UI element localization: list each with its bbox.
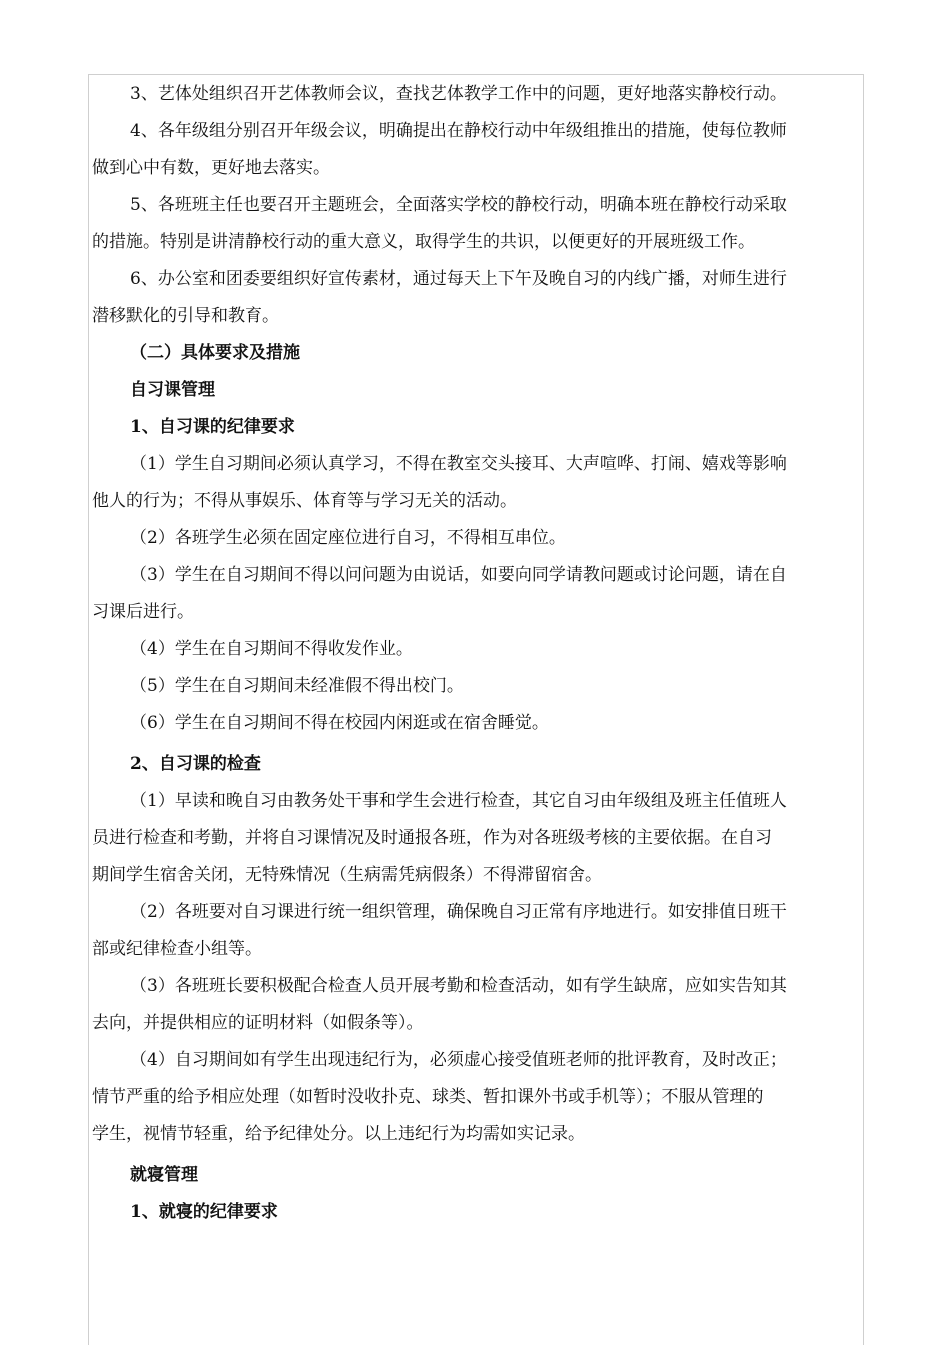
- paragraph-line: （2）各班学生必须在固定座位进行自习，不得相互串位。: [130, 528, 566, 548]
- subsection-heading: 2、自习课的检查: [130, 754, 261, 774]
- paragraph-line: 员进行检查和考勤，并将自习课情况及时通报各班，作为对各班级考核的主要依据。在自习: [92, 828, 772, 848]
- section-heading: （二）具体要求及措施: [130, 343, 300, 363]
- paragraph-line: （5）学生在自习期间未经准假不得出校门。: [130, 676, 464, 696]
- paragraph-line: （2）各班要对自习课进行统一组织管理，确保晚自习正常有序地进行。如安排值日班干: [130, 902, 787, 922]
- paragraph-line: 学生，视情节轻重，给予纪律处分。以上违纪行为均需如实记录。: [92, 1124, 585, 1144]
- paragraph-line: 3、艺体处组织召开艺体教师会议，查找艺体教学工作中的问题，更好地落实静校行动。: [130, 84, 787, 104]
- paragraph-line: 部或纪律检查小组等。: [92, 939, 262, 959]
- paragraph-line: 潜移默化的引导和教育。: [92, 306, 279, 326]
- paragraph-line: 习课后进行。: [92, 602, 194, 622]
- page-border: [88, 74, 864, 1345]
- paragraph-line: 做到心中有数，更好地去落实。: [92, 158, 330, 178]
- paragraph-line: （3）各班班长要积极配合检查人员开展考勤和检查活动，如有学生缺席，应如实告知其: [130, 976, 787, 996]
- subsection-heading: 自习课管理: [130, 380, 215, 400]
- paragraph-line: （4）自习期间如有学生出现违纪行为，必须虚心接受值班老师的批评教育，及时改正；: [130, 1050, 787, 1070]
- paragraph-line: （4）学生在自习期间不得收发作业。: [130, 639, 413, 659]
- paragraph-line: （3）学生在自习期间不得以问问题为由说话，如要向同学请教问题或讨论问题，请在自: [130, 565, 787, 585]
- paragraph-line: 5、各班班主任也要召开主题班会，全面落实学校的静校行动，明确本班在静校行动采取: [130, 195, 787, 215]
- paragraph-line: 情节严重的给予相应处理（如暂时没收扑克、球类、暂扣课外书或手机等）；不服从管理的: [92, 1087, 764, 1107]
- paragraph-line: （1）早读和晚自习由教务处干事和学生会进行检查，其它自习由年级组及班主任值班人: [130, 791, 787, 811]
- paragraph-line: 期间学生宿舍关闭，无特殊情况（生病需凭病假条）不得滞留宿舍。: [92, 865, 602, 885]
- subsection-heading: 1、就寝的纪律要求: [130, 1202, 278, 1222]
- paragraph-line: 的措施。特别是讲清静校行动的重大意义，取得学生的共识，以便更好的开展班级工作。: [92, 232, 755, 252]
- paragraph-line: 去向，并提供相应的证明材料（如假条等）。: [92, 1013, 424, 1033]
- paragraph-line: 6、办公室和团委要组织好宣传素材，通过每天上下午及晚自习的内线广播，对师生进行: [130, 269, 787, 289]
- paragraph-line: （1）学生自习期间必须认真学习，不得在教室交头接耳、大声喧哗、打闹、嬉戏等影响: [130, 454, 787, 474]
- paragraph-line: （6）学生在自习期间不得在校园内闲逛或在宿舍睡觉。: [130, 713, 549, 733]
- paragraph-line: 4、各年级组分别召开年级会议，明确提出在静校行动中年级组推出的措施，使每位教师: [130, 121, 787, 141]
- subsection-heading: 1、自习课的纪律要求: [130, 417, 295, 437]
- subsection-heading: 就寝管理: [130, 1165, 198, 1185]
- paragraph-line: 他人的行为；不得从事娱乐、体育等与学习无关的活动。: [92, 491, 517, 511]
